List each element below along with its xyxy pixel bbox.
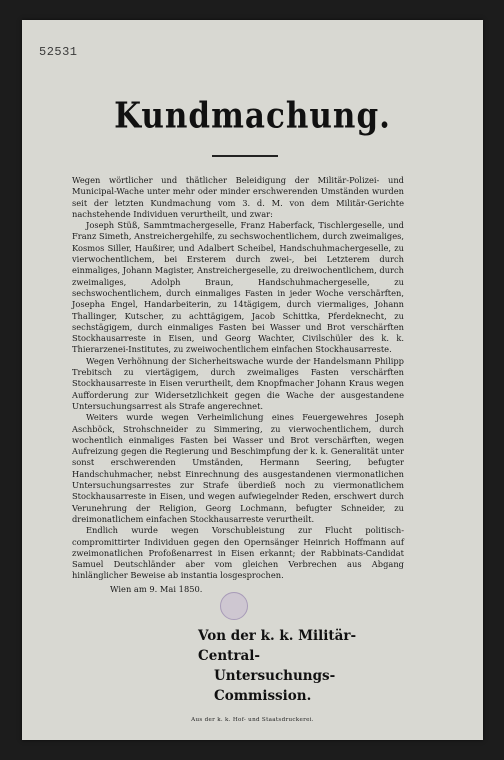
signature-line-1: Von der k. k. Militär-Central- xyxy=(198,628,357,664)
document-sheet xyxy=(22,20,483,740)
shelfmark-number: 52531 xyxy=(39,45,78,59)
dateline: Wien am 9. Mai 1850. xyxy=(110,583,203,594)
printer-imprint: Aus der k. k. Hof- und Staatsdruckerei. xyxy=(191,717,314,723)
paragraph-intro: Wegen wörtlicher und thätlicher Beleidigung der Militär-Polizei- und Municipal-Wache unter mehr oder minder erschwerenden Umständen wurden seit der letzten Kundmachung vom 3. d. M. von dem Militär-Gerichte nachstehende Individuen verurtheilt, und zwar: xyxy=(72,175,404,219)
title-divider xyxy=(212,155,278,157)
paragraph-mockery: Wegen Verhöhnung der Sicherheitswache wurde der Handelsmann Philipp Trebitsch zu viertägigem, durch zweimaliges Fasten verschärften Stockhausarreste in Eisen verurtheilt, dem Knopfmacher Johann Kraus wegen Aufforderung zur Widersetzlichkeit gegen die Wache der ausgestandene Untersuchungsarrest als Strafe angerechnet. xyxy=(72,355,404,411)
paragraph-sentences: Joseph Stüß, Sammtmachergeselle, Franz Haberfack, Tischlergeselle, und Franz Simeth, Anstreichergehilfe, zu sechswochentlichem, durch zweimaliges, Kosmos Siller, Haußirer, und Adalbert Scheibel, Handschuhmachergeselle, zu vierwochentlichem, bei Ersterem durch zwei-, bei Letzterem durch einmaliges, Johann Magister, Anstreichergeselle, zu dreiwochentlichem, durch zweimaliges, Adolph Braun, Handschuhmachergeselle, zu sechswochentlichem, durch einmaliges Fasten in jeder Woche verschärften, Josepha Engel, Handarbeiterin, zu 14tägigem, durch viermaliges, Johann Thallinger, Kutscher, zu achttägigem, Jacob Schittka, Pferdeknecht, zu sechstägigem, durch einmaliges Fasten bei Wasser und Brot verschärften Stockhausarreste in Eisen, und Georg Wachter, Civilschüler des k. k. Thierarzenei-Institutes, zu zweiwochentlichem einfachen Stockhausarreste. xyxy=(72,220,404,355)
signature-block xyxy=(198,626,408,706)
paragraph-escape: Endlich wurde wegen Vorschubleistung zur Flucht politisch-compromittirter Individuen gegen den Opernsänger Heinrich Hoffmann auf zweimonatlichen Profoßenarrest in Eisen erkannt; der Rabbinats-Candidat Samuel Deutschländer aber vom gleichen Verbrechen aus Abgang hinlänglicher Beweise ab instantia losgesprochen. xyxy=(72,525,404,581)
document-body xyxy=(72,175,404,595)
document-title: Kundmachung. xyxy=(114,95,391,137)
library-stamp xyxy=(220,592,248,620)
paragraph-weapons: Weiters wurde wegen Verheimlichung eines Feuergewehres Joseph Aschböck, Strohschneider zu Simmering, zu vierwochentlichem, durch wochentlich einmaliges Fasten bei Wasser und Brot verschärften, wegen Aufreizung gegen die Regierung und Beschimpfung der k. k. Generalität unter sonst erschwerenden Umständen, Hermann Seering, befugter Handschuhmacher, nebst Einrechnung des ausgestandenen viermonatlichen Untersuchungsarrestes zur Strafe überdieß noch zu viermonatlichem Stockhausarreste in Eisen, und wegen aufwiegelnder Reden, erschwert durch Verunehrung der Religion, Georg Lochmann, befugter Schneider, zu dreimonatlichem einfachen Stockhausarreste verurtheilt. xyxy=(72,412,404,524)
signature-line-2: Untersuchungs-Commission. xyxy=(214,668,336,704)
